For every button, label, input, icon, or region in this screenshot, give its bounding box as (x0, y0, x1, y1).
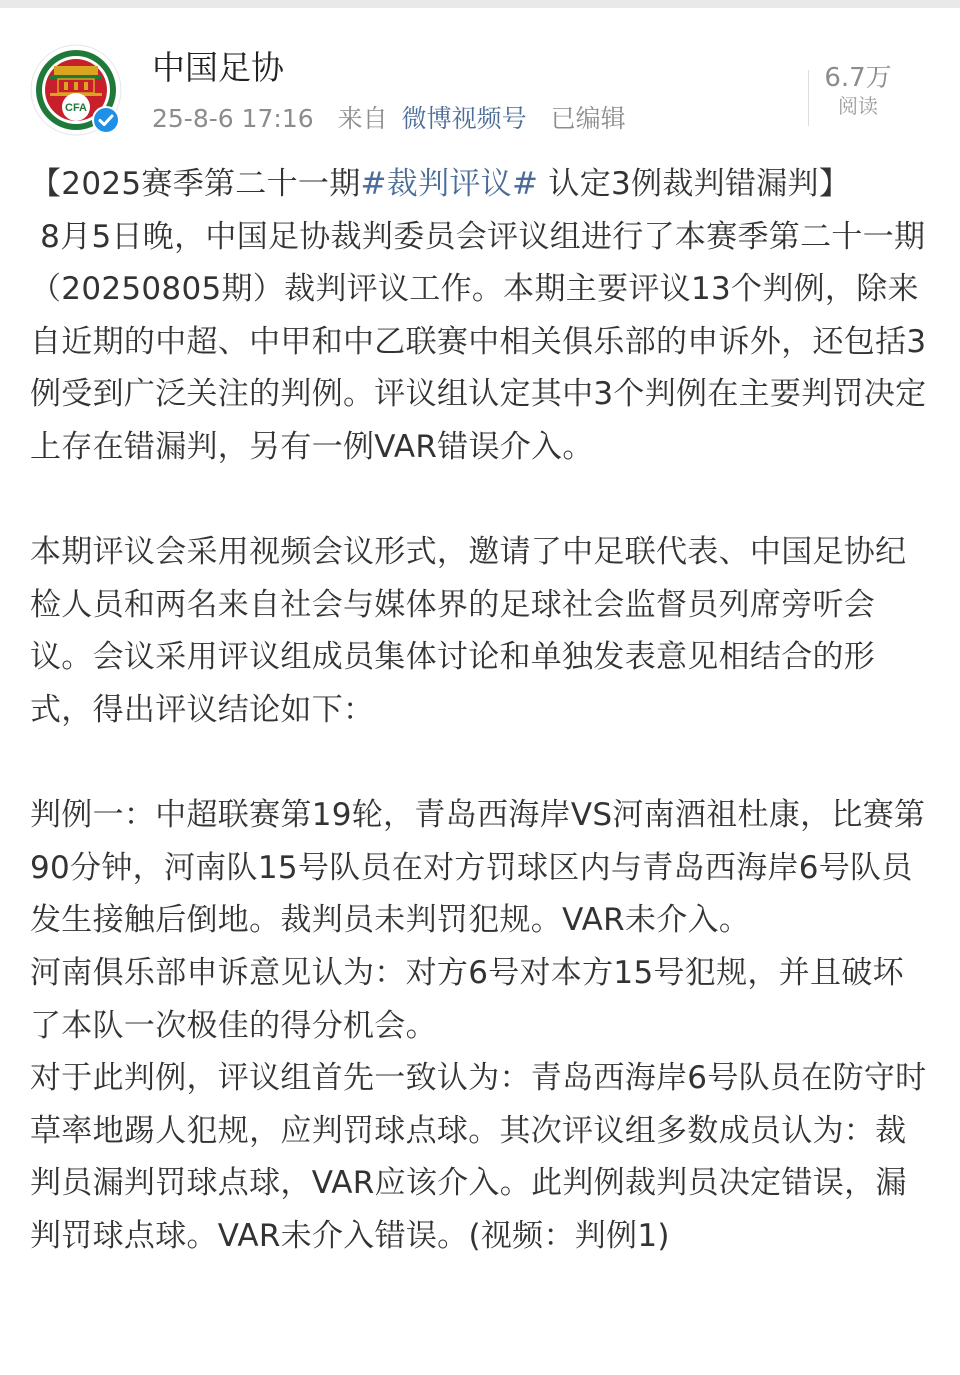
edited-label[interactable]: 已编辑 (550, 104, 626, 133)
cfa-logo-text: CFA (65, 102, 87, 114)
paragraph-verdict: 对于此判例，评议组首先一致认为：青岛西海岸6号队员在防守时草率地踢人犯规，应判罚球点球。其次评议组多数成员认为：裁判员漏判罚球点球，VAR应该介入。此判例裁判员决定错误，漏判罚球点球。VAR未介入错误。(视频：判例1) (30, 1060, 927, 1254)
paragraph-case1: 判例一：中超联赛第19轮，青岛西海岸VS河南酒祖杜康，比赛第90分钟，河南队15号队员在对方罚球区内与青岛西海岸6号队员发生接触后倒地。裁判员未判罚犯规。VAR未介入。 (30, 797, 926, 939)
post-header (0, 8, 960, 144)
paragraph-appeal: 河南俱乐部申诉意见认为：对方6号对本方15号犯规，并且破坏了本队一次极佳的得分机会。 (30, 954, 904, 1044)
paragraph-gap (30, 737, 935, 790)
hashtag-link[interactable]: #裁判评议# (360, 166, 539, 202)
post-body (30, 158, 935, 1262)
stats-divider (808, 70, 809, 126)
from-label: 来自 (337, 104, 388, 133)
paragraph-gap (30, 474, 935, 527)
source-link[interactable]: 微博视频号 (401, 104, 527, 133)
account-name[interactable]: 中国足协 (152, 48, 284, 87)
top-strip (0, 0, 960, 8)
post-meta (152, 103, 642, 135)
post-title-prefix: 【2025赛季第二十一期 (30, 166, 361, 202)
post-title (30, 158, 935, 211)
paragraph-intro: 8月5日晚，中国足协裁判委员会评议组进行了本赛季第二十一期（20250805期）裁判评议工作。本期主要评议13个判例，除来自近期的中超、中甲和中乙联赛中相关俱乐部的申诉外，还包括3例受到广泛关注的判例。评议组认定其中3个判例在主要判罚决定上存在错漏判，另有一例VAR错误介入。 (30, 218, 927, 465)
read-label: 阅读 (838, 94, 878, 118)
post-title-suffix: 认定3例裁判错漏判】 (538, 166, 851, 202)
read-count: 6.7万 (824, 63, 892, 93)
avatar[interactable] (30, 44, 122, 136)
verified-check-icon (92, 106, 120, 134)
post-time: 25-8-6 17:16 (152, 104, 314, 133)
paragraph-meeting: 本期评议会采用视频会议形式，邀请了中足联代表、中国足协纪检人员和两名来自社会与媒体界的足球社会监督员列席旁听会议。会议采用评议组成员集体讨论和单独发表意见相结合的形式，得出评议结论如下： (30, 534, 907, 728)
